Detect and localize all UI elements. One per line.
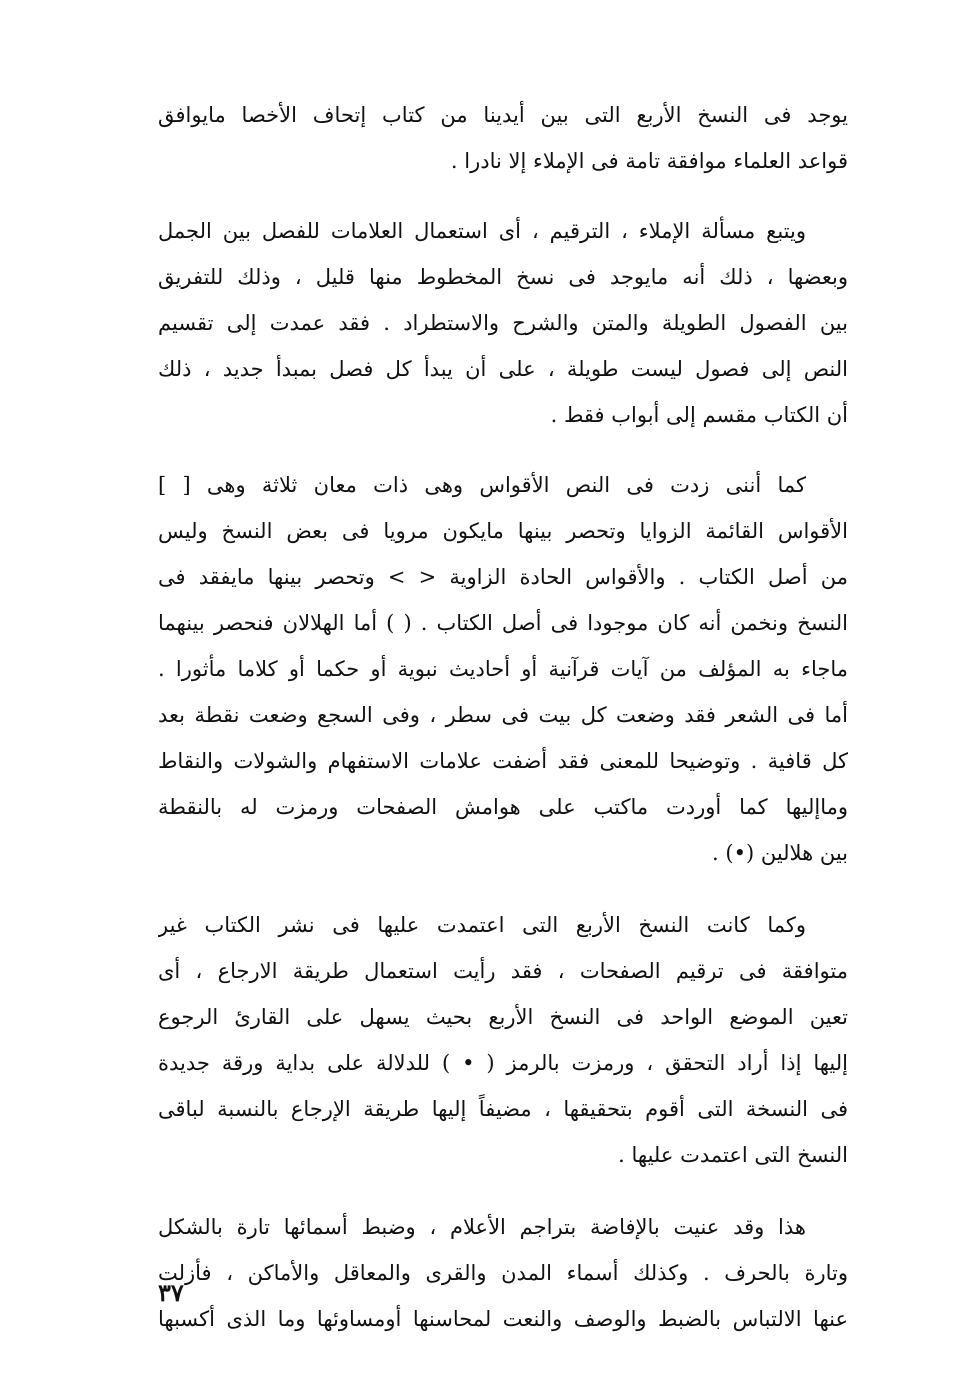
body-text xyxy=(158,92,848,1342)
text-line: النسخ التى اعتمدت عليها . xyxy=(618,1143,848,1167)
text-line: فى النسخة التى أقوم بتحقيقها ، مضيفاً إليها طريقة الإرجاع بالنسبة لباقى xyxy=(158,1097,848,1121)
paragraph xyxy=(158,902,848,1178)
paragraph xyxy=(158,208,848,438)
text-line: ماجاء به المؤلف من آيات قرآنية أو أحاديث نبوية أو حكما أو كلاما مأثورا . xyxy=(158,657,848,681)
text-line: وبعضها ، ذلك أنه مايوجد فى نسخ المخطوط منها قليل ، وذلك للتفريق xyxy=(158,265,848,289)
paragraph xyxy=(158,462,848,876)
text-line: يوجد فى النسخ الأربع التى بين أيدينا من كتاب إتحاف الأخصا مايوافق xyxy=(158,103,848,127)
text-line: ويتبع مسألة الإملاء ، الترقيم ، أى استعمال العلامات للفصل بين الجمل xyxy=(158,219,806,243)
text-line: متوافقة فى ترقيم الصفحات ، فقد رأيت استعمال طريقة الارجاع ، أى xyxy=(158,959,848,983)
text-line: عنها الالتباس بالضبط والوصف والنعت لمحاسنها أومساوئها وما الذى أكسبها xyxy=(158,1307,848,1331)
text-line: بين الفصول الطويلة والمتن والشرح والاستطراد . فقد عمدت إلى تقسيم xyxy=(158,311,848,335)
text-line: أن الكتاب مقسم إلى أبواب فقط . xyxy=(550,403,848,427)
paragraph xyxy=(158,1204,848,1342)
text-line: النسخ ونخمن أنه كان موجودا فى أصل الكتاب . ( ) أما الهلالان فنحصر بينهما xyxy=(158,611,848,635)
text-line: وكما كانت النسخ الأربع التى اعتمدت عليها فى نشر الكتاب غير xyxy=(158,913,806,937)
page-number: ٣٧ xyxy=(158,1278,184,1307)
text-line: وماإليها كما أوردت ماكتب على هوامش الصفحات ورمزت له بالنقطة xyxy=(158,795,848,819)
text-line: الأقواس القائمة الزوايا وتحصر بينها مايكون مرويا فى بعض النسخ وليس xyxy=(158,519,848,543)
text-line: النص إلى فصول ليست طويلة ، على أن يبدأ كل فصل بمبدأ جديد ، ذلك xyxy=(158,357,848,381)
text-line: كما أننى زدت فى النص الأقواس وهى ذات معان ثلاثة وهى [ ] xyxy=(158,473,806,497)
text-line: إليها إذا أراد التحقق ، ورمزت بالرمز ( • ) للدلالة على بداية ورقة جديدة xyxy=(158,1051,848,1075)
text-line: هذا وقد عنيت بالإفاضة بتراجم الأعلام ، وضبط أسمائها تارة بالشكل xyxy=(158,1215,806,1239)
paragraph xyxy=(158,92,848,184)
text-line: أما فى الشعر فقد وضعت كل بيت فى سطر ، وفى السجع وضعت نقطة بعد xyxy=(158,703,848,727)
text-line: تعين الموضع الواحد فى النسخ الأربع بحيث يسهل على القارئ الرجوع xyxy=(158,1005,848,1029)
text-line: وتارة بالحرف . وكذلك أسماء المدن والقرى والمعاقل والأماكن ، فأزلت xyxy=(158,1261,848,1285)
text-line: كل قافية . وتوضيحا للمعنى فقد أضفت علامات الاستفهام والشولات والنقاط xyxy=(158,749,848,773)
text-line: من أصل الكتاب . والأقواس الحادة الزاوية < > وتحصر بينها مايفقد فى xyxy=(158,565,848,589)
text-line: قواعد العلماء موافقة تامة فى الإملاء إلا نادرا . xyxy=(450,149,848,173)
text-line: بين هلالين (•) . xyxy=(712,841,848,865)
